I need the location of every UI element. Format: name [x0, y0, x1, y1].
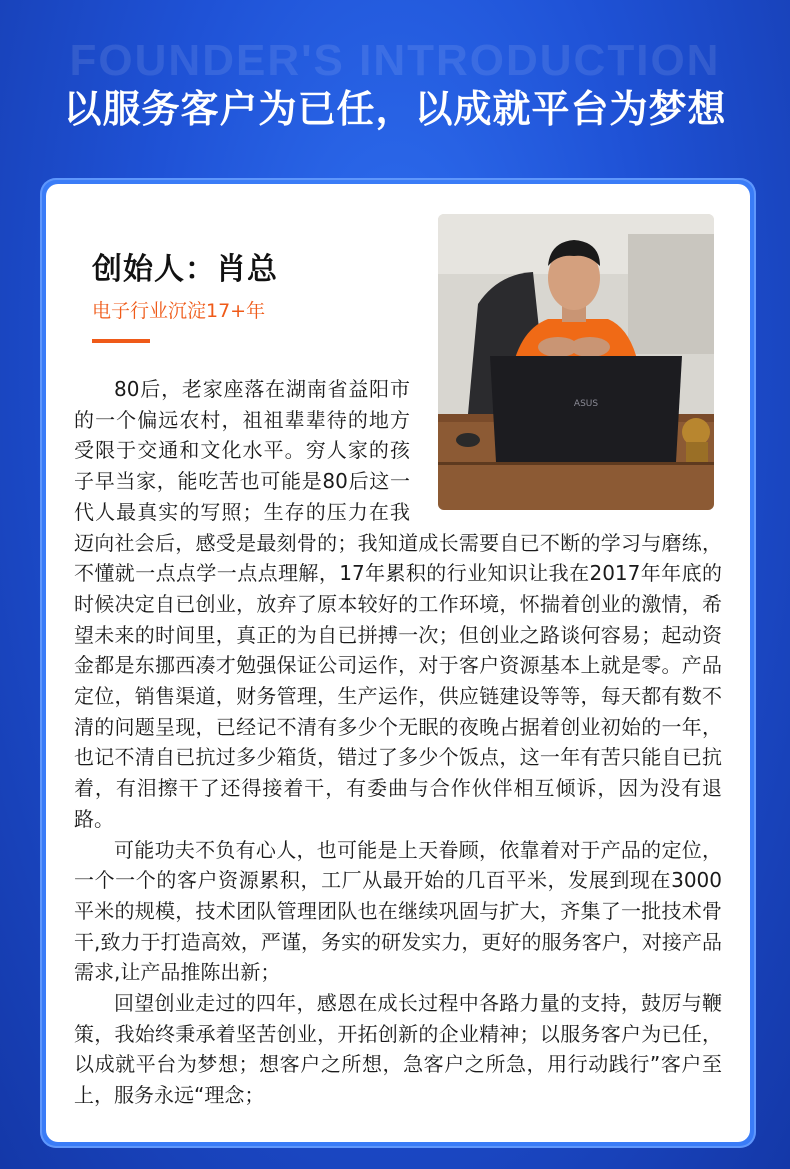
page-headline: 以服务客户为已任，以成就平台为梦想	[63, 87, 727, 131]
founder-card	[46, 184, 750, 1142]
story-paragraph-3: 回望创业走过的四年，感恩在成长过程中各路力量的支持，鼓厉与鞭策，我始终秉承着坚苦创业，开拓创新的企业精神；以服务客户为已任，以成就平台为梦想；想客户之所想，急客户之所急，用行动践行”客户至上，服务永远“理念；	[74, 991, 722, 1108]
founder-name: 创始人：肖总	[92, 252, 278, 287]
photo-wrap-spacer	[410, 374, 722, 514]
laptop-brand-text: ASUS	[573, 399, 599, 409]
story-paragraph-1: 80后，老家座落在湖南省益阳市的一个偏远农村，祖祖辈辈待的地方受限于交通和文化水平。穷人家的孩子早当家，能吃苦也可能是80后这一代人最真实的写照；生存的压力在我迈向社会后，感受是最刻骨的；我知道成长需要自已不断的学习与磨练，不懂就一点点学一点点理解，17年累积的行业知识让我在2017年年底的时候决定自已创业，放弃了原本较好的工作环境，怀揣着创业的激情，希望未来的时间里，真正的为自已拼搏一次；但创业之路谈何容易；起动资金都是东挪西凑才勉强保证公司运作，对于客户资源基本上就是零。产品定位，销售渠道，财务管理，生产运作，供应链建设等等，每天都有数不清的问题呈现，已经记不清有多少个无眠的夜晚占据着创业初始的一年，也记不清自已抗过多少箱货，错过了多少个饭点，这一年有苦只能自已抗着，有泪擦干了还得接着干，有委曲与合作伙伴相互倾诉，因为没有退路。	[74, 377, 722, 831]
background-title-english: FOUNDER'S INTRODUCTION	[69, 36, 721, 85]
story-paragraph-2: 可能功夫不负有心人，也可能是上天眷顾，依靠着对于产品的定位，一个一个的客户资源累积，工厂从最开始的几百平米，发展到现在3000平米的规模，技术团队管理团队也在继续巩固与扩大，齐集了一批技术骨干,致力于打造高效，严谨，务实的研发实力，更好的服务客户，对接产品需求,让产品推陈出新；	[74, 837, 722, 985]
founder-tagline: 电子行业沉淀17+年	[92, 300, 266, 322]
founder-story	[74, 374, 722, 1111]
accent-divider	[92, 339, 150, 343]
